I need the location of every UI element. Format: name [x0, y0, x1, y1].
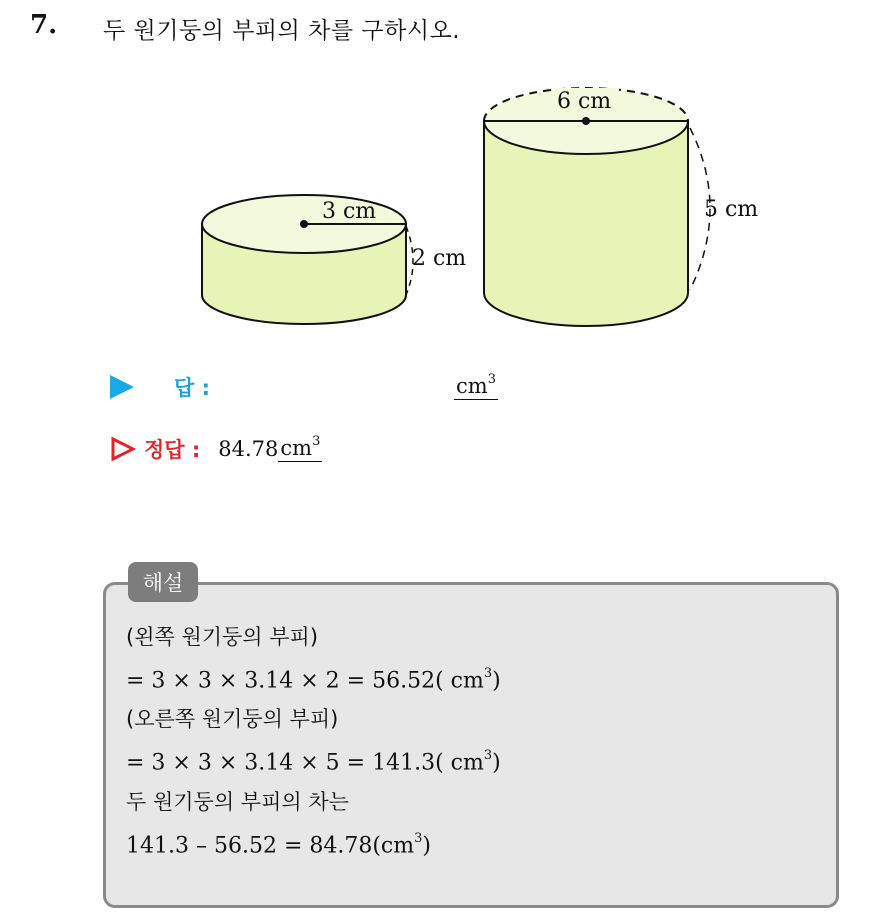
left-height-label: 2 cm [412, 246, 467, 271]
answer-unit-exponent: 3 [487, 372, 496, 387]
solution-line: 두 원기둥의 부피의 차는 [126, 789, 349, 814]
right-height-label: 5 cm [704, 197, 759, 222]
left-cylinder [202, 195, 466, 324]
solution-line: = 3 × 3 × 3.14 × 2 = 56.52( $cm^3$) [126, 666, 501, 694]
left-radius-label: 3 cm [322, 199, 377, 224]
correct-unit-wrap [278, 436, 322, 462]
right-diameter-label: 6 cm [557, 89, 612, 114]
cylinders-figure [0, 0, 884, 360]
answer-label: 답 : [174, 376, 210, 400]
answer-row [110, 372, 210, 402]
correct-value: 84.78 [218, 437, 279, 461]
correct-answer-row [110, 434, 322, 464]
solution-line: (왼쪽 원기둥의 부피) [126, 625, 319, 649]
solution-line: = 3 × 3 × 3.14 × 5 = 141.3( $cm^3$) [126, 748, 501, 776]
right-cylinder [484, 88, 758, 326]
correct-label: 정답 : [144, 438, 201, 462]
filled-triangle-icon [110, 375, 134, 399]
question-text: 두 원기둥의 부피의 차를 구하시오. [103, 18, 461, 44]
question-number: 7. [30, 10, 58, 40]
answer-blank[interactable] [454, 374, 498, 400]
correct-unit-exponent: 3 [312, 434, 321, 449]
correct-unit: cm [280, 436, 313, 460]
solution-line: $141.3 - 56.52 = 84.78(cm^3)$ [126, 830, 431, 858]
outline-triangle-icon [110, 436, 136, 462]
solution-lines [126, 618, 501, 865]
solution-tab: 해설 [128, 562, 198, 602]
answer-unit: cm [456, 374, 488, 398]
solution-line: (오른쪽 원기둥의 부피) [126, 707, 339, 732]
